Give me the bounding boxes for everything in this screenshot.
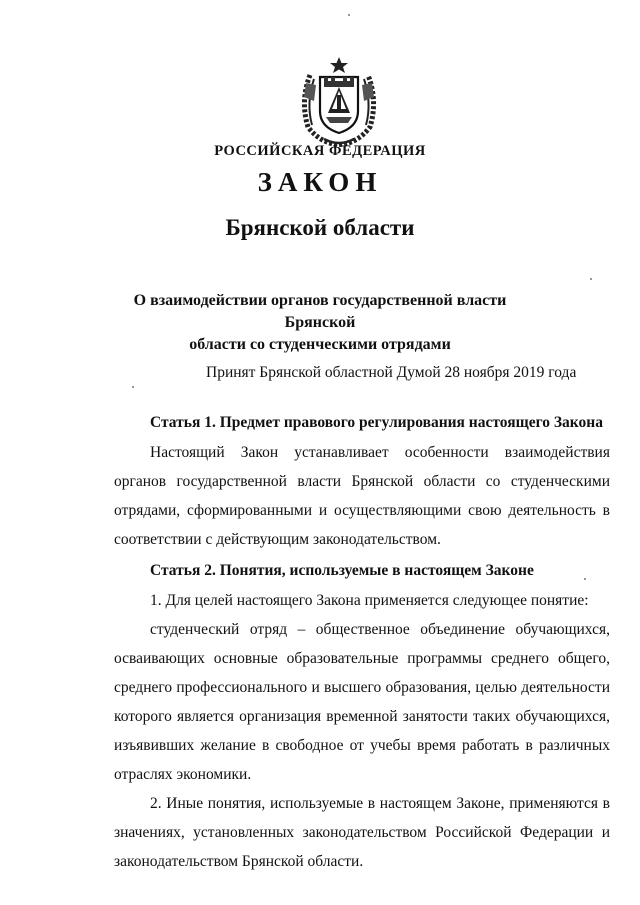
region-name: Брянской области: [225, 215, 415, 240]
article-2-paragraph-3: 2. Иные понятия, используемые в настоящем Законе, применяются в значениях, установленных законодательством Российской Федерации и законодательством Брянской области.: [114, 795, 610, 870]
document-type: ЗАКОН: [257, 167, 383, 197]
article-1-paragraph-1: Настоящий Закон устанавливает особенности взаимодействия органов государственной власти Брянской области со студенческими отрядами, сформированными и осуществляющими свою деятельность в соответствии с действующим законодательством.: [114, 444, 610, 548]
scan-speck: [584, 578, 586, 580]
adoption-note: Принят Брянской областной Думой 28 ноября 2019 года: [206, 364, 577, 381]
article-2-paragraph-2: студенческий отряд – общественное объединение обучающихся, осваивающих основные образовательные программы среднего общего, среднего профессионального и высшего образования, целью деятельности которого является организация временной занятости таких обучающихся, изъявивших желание в свободное от учебы время работать в различных отраслях экономики.: [114, 621, 610, 783]
scan-speck: [348, 14, 350, 16]
law-subject: [110, 290, 530, 356]
coat-of-arms-icon: [296, 55, 382, 147]
article-2-paragraph-1: 1. Для целей настоящего Закона применяется следующее понятие:: [150, 592, 589, 609]
law-subject-line-2: области со студенческими отрядами: [189, 336, 451, 353]
scan-speck: [590, 278, 592, 280]
article-2-heading: Статья 2. Понятия, используемые в настоящем Законе: [150, 562, 534, 579]
law-subject-line-1: О взаимодействии органов государственной власти Брянской: [133, 292, 507, 331]
scan-speck: [132, 386, 134, 388]
law-body: [114, 410, 610, 876]
article-1-heading: Статья 1. Предмет правового регулирования настоящего Закона: [150, 414, 603, 431]
country-name: РОССИЙСКАЯ ФЕДЕРАЦИЯ: [214, 143, 426, 159]
